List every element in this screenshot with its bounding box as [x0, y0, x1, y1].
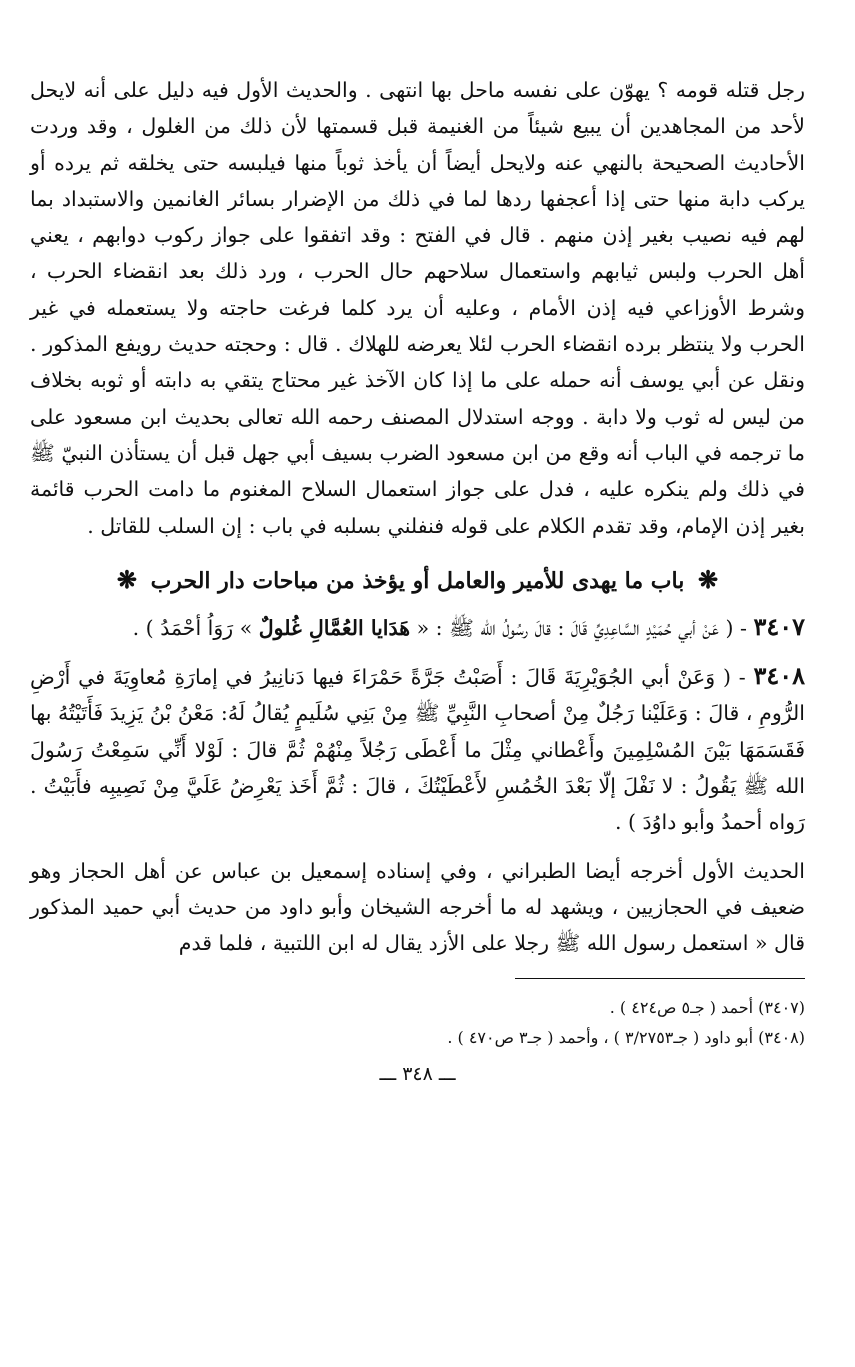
ornament-left-icon: ❋ [116, 564, 137, 594]
hadith-3407 [30, 609, 805, 646]
footnote-divider [515, 978, 805, 979]
hadith-bold-quote: هَدَايا العُمَّالِ غُلولٌ [258, 615, 411, 640]
chapter-title: باب ما يهدى للأمير والعامل أو يؤخذ من مباحات دار الحرب [150, 567, 685, 594]
hadith-text-start: ( عَنْ أبي حُمَيْدٍ السَّاعِدِيِّ قَالَ : قالَ رسُولُ الله ﷺ : « [410, 615, 734, 640]
chapter-heading [30, 562, 805, 599]
hadith-number: ٣٤٠٨ [753, 661, 806, 691]
hadith-3408 [30, 658, 805, 840]
hadith-text-end: » رَوَاُ أحْمَدُ ) . [132, 615, 259, 640]
hadith-dash: - [733, 615, 754, 640]
page-number: ـــ ٣٤٨ ـــ [379, 1062, 456, 1085]
hadith-text: ( وَعَنْ أبي الجُوَيْرِيَةَ قَالَ : أَصَبْتُ جَرَّةً حَمْرَاءَ فيها دَنانِيرُ في إمارَةِ مُعاوِيَةَ في أَرْضِ الرُّومِ ، قالَ : وَعَلَيْنا رَجُلٌ مِنْ أصحابِ النَّبِيِّ ﷺ مِنْ بَنِي سُلَيمٍ يُقالُ لَهُ: مَعْنُ بْنُ يَزِيدَ فَأَتَيْتُهُ بها فَقَسَمَهَا بَيْنَ المُسْلِمِينَ وأَعْطاني مِثْلَ ما أَعْطَى رَجُلاً مِنْهُمْ ثُمَّ قالَ : لَوْلا أَنِّي سَمِعْتُ رَسُولَ الله ﷺ يَقُولُ : لا نَفْلَ إلّا بَعْدَ الخُمُسِ لأَعْطَيْتُكَ ، قالَ : ثُمَّ أَخَذ يَعْرِضُ عَلَيَّ مِنْ نَصِيبِه فأَبَيْتُ . رَواه أحمدُ وأبو داوُدَ ) . [30, 665, 805, 835]
intro-paragraph: رجل قتله قومه ؟ يهوّن على نفسه ماحل بها انتهى . والحديث الأول فيه دليل على أنه لايحل لأحد من المجاهدين أن يبيع شيئاً من الغنيمة قبل قسمتها لأن ذلك من الغلول ، وقد وردت الأحاديث الصحيحة بالنهي عنه ولايحل أيضاً أن يأخذ ثوباً منها فيلبسه حتى يخلقه ثم يرده أو يركب دابة منها حتى إذا أعجفها ردها لما في ذلك من الإضرار بسائر الغانمين والاستبداد بما لهم فيه نصيب بغير إذن منهم . قال في الفتح : وقد اتفقوا على جواز ركوب دوابهم ، يعني أهل الحرب ولبس ثيابهم واستعمال سلاحهم حال الحرب ، ورد ذلك بعد انقضاء الحرب ، وشرط الأوزاعي فيه إذن الأمام ، وعليه أن يرد كلما فرغت حاجته ولا يستعمله في غير الحرب ولا ينتظر برده انقضاء الحرب لئلا يعرضه للهلاك . قال : وحجته حديث رويفع المذكور . ونقل عن أبي يوسف أنه حمله على ما إذا كان الآخذ غير محتاج يتقي به دابته أو ثوبه بخلاف من ليس له ثوب ولا دابة . ووجه استدلال المصنف رحمه الله تعالى بحديث ابن مسعود على ما ترجمه في الباب أنه وقع من ابن مسعود الضرب بسيف أبي جهل قبل أن يستأذن النبيّ ﷺ في ذلك ولم ينكره عليه ، فدل على جواز استعمال السلاح المغنوم ما دامت الحرب قائمة بغير إذن الإمام، وقد تقدم الكلام على قوله فنفلني بسلبه في باب : إن السلب للقاتل . [30, 78, 805, 538]
footnote-3407: (٣٤٠٧) أحمد ( جـ٥ ص٤٢٤ ) . [609, 997, 805, 1017]
ornament-right-icon: ❋ [698, 564, 719, 594]
book-page [30, 72, 805, 1085]
footnote-3408: (٣٤٠٨) أبو داود ( جـ٣/٢٧٥٣ ) ، وأحمد ( جـ٣ ص٤٧٠ ) . [447, 1027, 805, 1047]
hadith-dash: - [730, 665, 754, 690]
hadith-number: ٣٤٠٧ [753, 611, 805, 641]
commentary-paragraph: الحديث الأول أخرجه أيضا الطبراني ، وفي إسناده إسمعيل بن عباس عن أهل الحجاز وهو ضعيف في الحجازيين ، ويشهد له ما أخرجه الشيخان وأبو داود من حديث أبي حميد المذكور قال « استعمل رسول الله ﷺ رجلا على الأزد يقال له ابن اللتبية ، فلما قدم [30, 858, 806, 956]
